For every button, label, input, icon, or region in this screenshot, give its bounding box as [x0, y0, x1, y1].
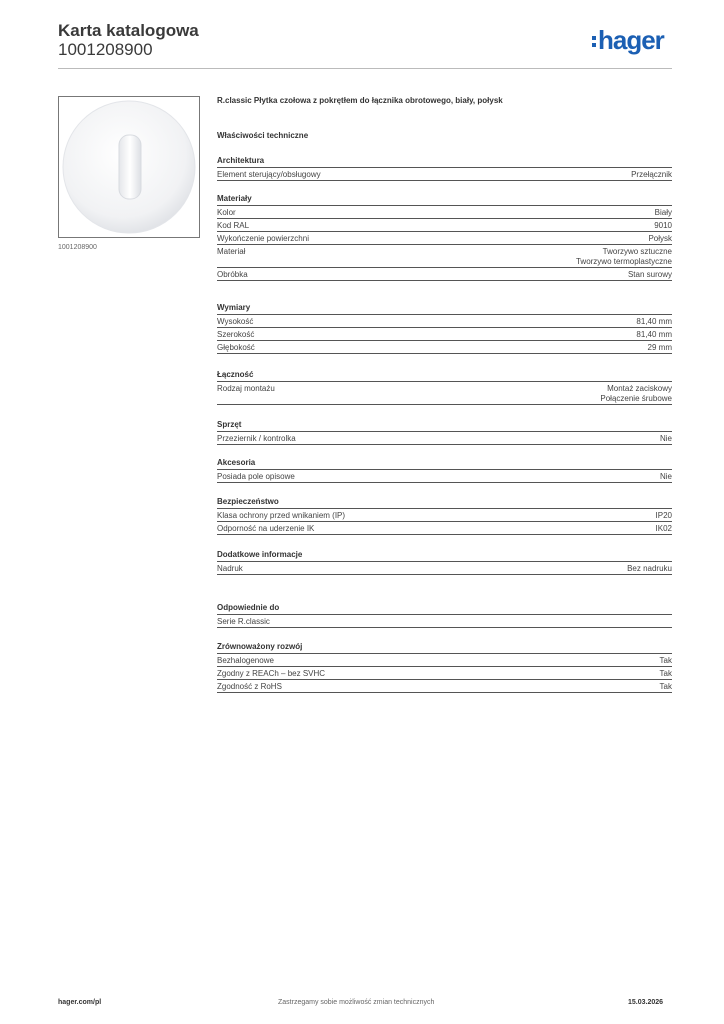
section-odpowiednie [217, 602, 672, 628]
section-title: Dodatkowe informacje [217, 550, 303, 559]
spec-label: Odporność na uderzenie IK [217, 524, 315, 533]
spec-label: Wysokość [217, 317, 254, 326]
spec-row [217, 666, 672, 679]
section-title: Odpowiednie do [217, 603, 280, 612]
spec-row [217, 561, 672, 574]
spec-value: Nie [659, 434, 672, 443]
footer-date: 15.03.2026 [628, 999, 664, 1006]
section-end-rule [217, 404, 672, 405]
section-title: Sprzęt [217, 420, 242, 429]
section-wymiary [217, 302, 672, 354]
spec-row [217, 327, 672, 340]
spec-value: Nie [659, 472, 672, 481]
section-sprzet [217, 419, 672, 445]
section-title: Wymiary [217, 303, 251, 312]
footer-website-link[interactable]: hager.com/pl [58, 999, 102, 1006]
section-end-rule [217, 280, 672, 281]
spec-row [217, 267, 672, 280]
product-number: 1001208900 [58, 40, 153, 59]
spec-value: 29 mm [647, 343, 672, 352]
spec-label: Element sterujący/obsługowy [217, 170, 321, 179]
spec-label: Posiada pole opisowe [217, 472, 295, 481]
spec-label: Przeziernik / kontrolka [217, 434, 296, 443]
section-title: Materiały [217, 194, 252, 203]
section-title: Zrównoważony rozwój [217, 642, 303, 651]
spec-label: Kod RAL [217, 221, 250, 230]
section-end-rule [217, 353, 672, 354]
spec-value: Połączenie śrubowe [600, 394, 672, 403]
section-bezpieczenstwo [217, 496, 672, 535]
spec-label: Nadruk [217, 564, 243, 573]
spec-row [217, 469, 672, 482]
spec-value: Biały [654, 208, 672, 217]
section-akcesoria [217, 457, 672, 483]
spec-value: Przełącznik [631, 170, 672, 179]
spec-row [217, 167, 672, 180]
spec-label: Wykończenie powierzchni [217, 234, 309, 243]
spec-value: Tak [659, 682, 672, 691]
spec-label: Kolor [217, 208, 236, 217]
spec-label: Serie R.classic [217, 617, 270, 626]
spec-row [217, 340, 672, 353]
spec-value: 9010 [654, 221, 672, 230]
section-end-rule [217, 482, 672, 483]
header-divider [58, 68, 672, 69]
spec-row [217, 231, 672, 244]
spec-value-multi [600, 384, 672, 404]
product-description: R.classic Płytka czołowa z pokrętłem do łącznika obrotowego, biały, połysk [217, 96, 503, 105]
spec-row [217, 614, 672, 627]
footer-disclaimer: Zastrzegamy sobie możliwość zmian technicznych [278, 999, 435, 1006]
spec-row [217, 218, 672, 231]
spec-row [217, 244, 672, 267]
spec-value: Bez nadruku [627, 564, 672, 573]
spec-row [217, 381, 672, 404]
section-end-rule [217, 534, 672, 535]
spec-row [217, 431, 672, 444]
page-title: Karta katalogowa [58, 21, 199, 40]
spec-label: Szerokość [217, 330, 255, 339]
spec-value: Tworzywo termoplastyczne [575, 257, 672, 266]
spec-label: Zgodny z REACh – bez SVHC [217, 669, 326, 678]
spec-value: 81,40 mm [636, 317, 672, 326]
spec-row [217, 521, 672, 534]
spec-label: Zgodność z RoHS [217, 682, 282, 691]
spec-value: IP20 [655, 511, 672, 520]
section-zrownowazony [217, 641, 672, 693]
spec-value: 81,40 mm [636, 330, 672, 339]
spec-value: Stan surowy [627, 270, 672, 279]
spec-label: Materiał [217, 247, 246, 256]
section-end-rule [217, 627, 672, 628]
spec-value: Tak [659, 669, 672, 678]
spec-row [217, 679, 672, 692]
hager-logo[interactable] [592, 25, 664, 56]
image-caption: 1001208900 [58, 244, 97, 251]
section-dodatkowe [217, 549, 672, 575]
section-end-rule [217, 692, 672, 693]
section-title: Akcesoria [217, 458, 256, 467]
spec-label: Rodzaj montażu [217, 384, 275, 393]
section-architektura [217, 155, 672, 181]
section-title: Architektura [217, 156, 265, 165]
section-end-rule [217, 180, 672, 181]
section-title: Bezpieczeństwo [217, 497, 279, 506]
logo-dots-icon [592, 36, 596, 47]
product-image [58, 96, 200, 238]
spec-value-multi [576, 247, 672, 267]
spec-label: Klasa ochrony przed wnikaniem (IP) [217, 511, 346, 520]
section-title: Łączność [217, 370, 254, 379]
logo-text: hager [598, 25, 664, 55]
spec-value: Montaż zaciskowy [607, 384, 672, 393]
spec-label: Obróbka [217, 270, 248, 279]
spec-value: IK02 [655, 524, 672, 533]
spec-value: Tak [659, 656, 672, 665]
spec-row [217, 205, 672, 218]
section-lacznosc [217, 369, 672, 405]
properties-heading: Właściwości techniczne [217, 131, 309, 140]
section-end-rule [217, 444, 672, 445]
spec-label: Bezhalogenowe [217, 656, 274, 665]
switch-plate-icon [59, 97, 199, 237]
section-end-rule [217, 574, 672, 575]
spec-row [217, 653, 672, 666]
spec-value: Połysk [648, 234, 672, 243]
spec-label: Głębokość [217, 343, 255, 352]
spec-row [217, 508, 672, 521]
spec-row [217, 314, 672, 327]
spec-value: Tworzywo sztuczne [602, 247, 672, 256]
section-materialy [217, 193, 672, 281]
